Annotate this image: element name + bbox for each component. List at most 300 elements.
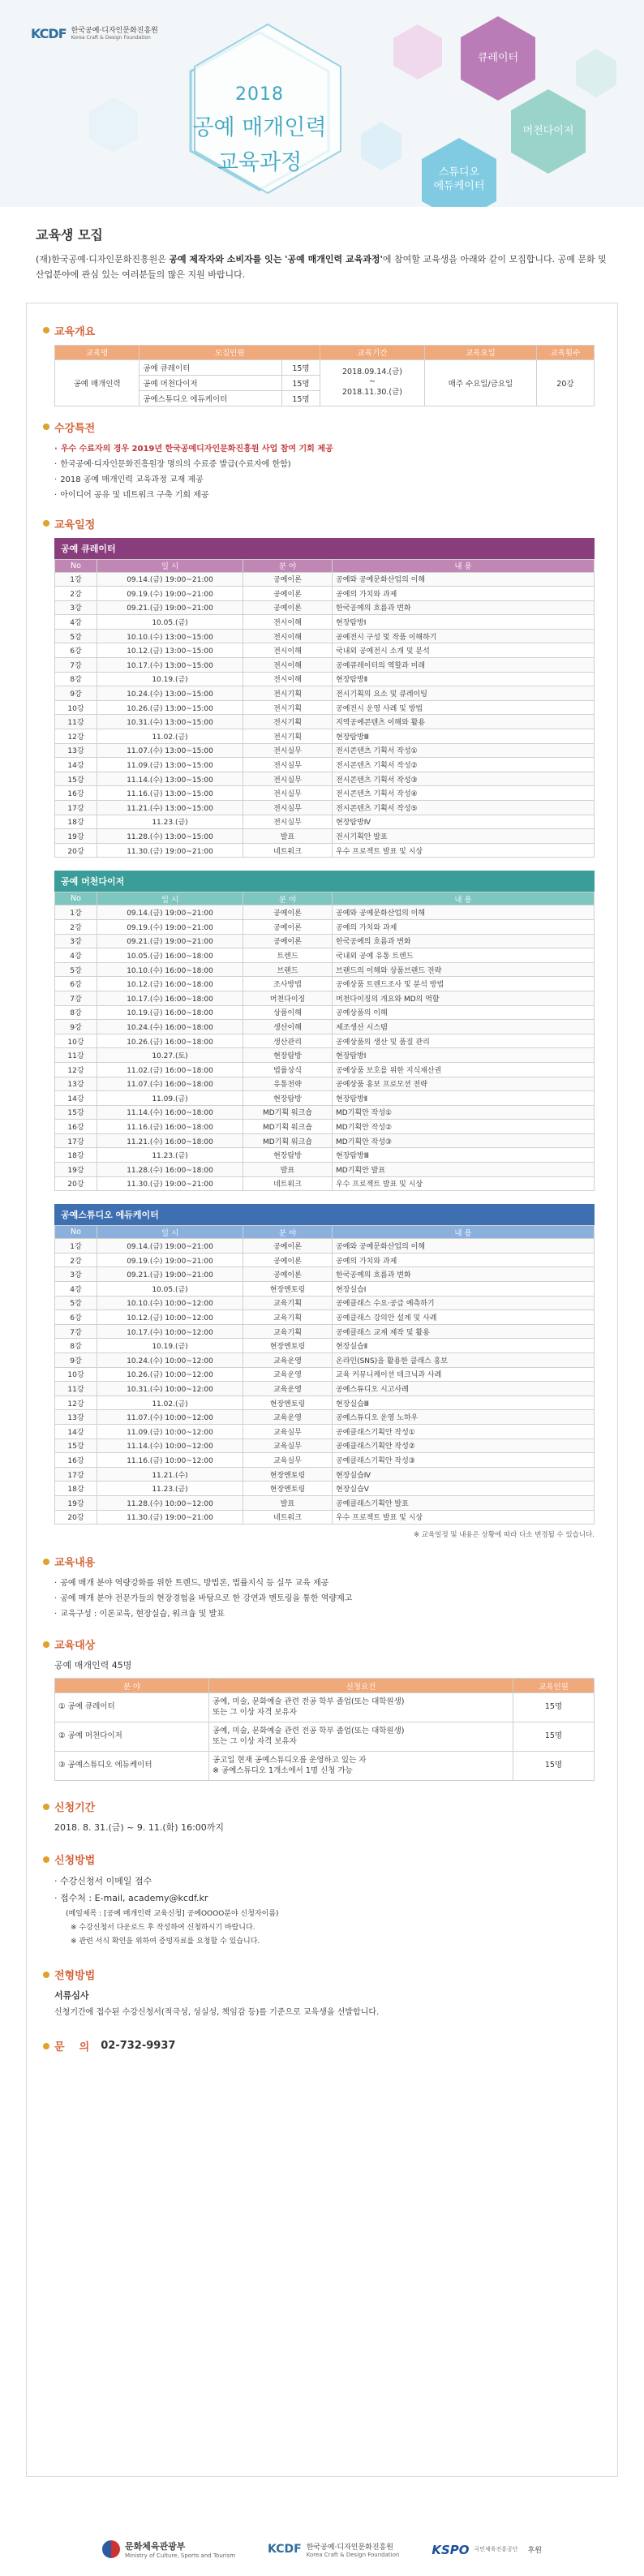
session-datetime: 09.14.(금) 19:00~21:00: [97, 572, 243, 587]
session-no: 10강: [55, 1034, 97, 1048]
session-field: 전시기획: [243, 700, 333, 715]
session-datetime: 10.17.(수) 16:00~18:00: [97, 991, 243, 1005]
intro-text-highlight: 공예 제작자와 소비자를 잇는 '공예 매개인력 교육과정': [169, 254, 383, 264]
table-row: [55, 686, 595, 701]
session-field: 교육기획: [243, 1310, 333, 1325]
table-row: [55, 1077, 595, 1091]
target-table: [54, 1678, 595, 1781]
table-row: [55, 1239, 595, 1254]
session-content: 현장탐방Ⅲ: [333, 1148, 595, 1163]
table-row: [55, 1453, 595, 1468]
table-header: 교육인원: [513, 1679, 595, 1693]
session-field: 네트워크: [243, 1176, 333, 1191]
session-datetime: 11.21.(수): [97, 1467, 243, 1482]
footer-logos: [0, 2523, 644, 2576]
session-content: 현장탐방Ⅳ: [333, 815, 595, 829]
session-content: 제조생산 시스템: [333, 1020, 595, 1034]
table-row: [55, 600, 595, 615]
session-datetime: 11.07.(수) 10:00~12:00: [97, 1410, 243, 1425]
track-name: 공예 머천다이저: [140, 375, 282, 390]
table-row: [55, 829, 595, 844]
session-field: 트렌드: [243, 948, 333, 963]
target-summary: 공예 매개인력 45명: [54, 1660, 132, 1671]
session-content: 공예클래스 교재 제작 및 활용: [333, 1324, 595, 1339]
session-content: 현장실습Ⅴ: [333, 1482, 595, 1496]
session-field: 현장멘토링: [243, 1339, 333, 1353]
session-datetime: 10.19.(금): [97, 1339, 243, 1353]
session-no: 13강: [55, 1410, 97, 1425]
session-datetime: 10.17.(수) 10:00~12:00: [97, 1324, 243, 1339]
session-no: 2강: [55, 1253, 97, 1267]
session-no: 3강: [55, 934, 97, 948]
section-title-text: 교육개요: [54, 325, 96, 338]
session-field: 교육기획: [243, 1324, 333, 1339]
selection-text: 신청기간에 접수된 수강신청서(적극성, 성실성, 책임감 등)를 기준으로 교육생을 선발합니다.: [54, 2008, 380, 2018]
table-row: [55, 1148, 595, 1163]
bullet-dot-icon: [43, 1641, 49, 1648]
table-row: [55, 1062, 595, 1077]
table-row: [55, 1324, 595, 1339]
org2-name: 한국공예·디자인문화진흥원: [306, 2543, 393, 2552]
session-field: 공예이론: [243, 919, 333, 934]
session-field: 현장탐방: [243, 1148, 333, 1163]
session-content: 브랜드의 이해와 상품브랜드 전략: [333, 962, 595, 977]
table-header: No: [55, 559, 97, 572]
session-datetime: 10.10.(수) 13:00~15:00: [97, 629, 243, 643]
session-field: 공예이론: [243, 572, 333, 587]
session-no: 17강: [55, 801, 97, 815]
table-header: 내 용: [333, 559, 595, 572]
session-no: 10강: [55, 700, 97, 715]
session-no: 18강: [55, 815, 97, 829]
session-no: 6강: [55, 977, 97, 991]
table-header: 신청요건: [209, 1679, 513, 1693]
session-no: 16강: [55, 1120, 97, 1134]
session-no: 16강: [55, 1453, 97, 1468]
session-content: 지역공예콘텐츠 이해와 활용: [333, 715, 595, 729]
session-field: 생산관리: [243, 1034, 333, 1048]
table-row: [55, 962, 595, 977]
intro: [0, 207, 644, 283]
bullet-dot-icon: [43, 1856, 49, 1863]
section-title-text: 교육일정: [54, 518, 96, 531]
table-row: [55, 1424, 595, 1439]
table-header: 일 시: [97, 1226, 243, 1239]
target-requirement: 공고일 현재 공예스튜디오를 운영하고 있는 자 ※ 공예스튜디오 1개소에서 1명 신청 가능: [209, 1752, 513, 1781]
benefits-list: [54, 441, 595, 503]
session-datetime: 11.16.(금) 13:00~15:00: [97, 786, 243, 801]
session-field: 교육운영: [243, 1382, 333, 1396]
list-item: · 2018 공예 매개인력 교육과정 교재 제공: [54, 472, 595, 488]
session-field: 공예이론: [243, 934, 333, 948]
content-box: [26, 303, 618, 2477]
session-field: 공예이론: [243, 600, 333, 615]
table-row: [55, 615, 595, 630]
session-datetime: 10.24.(수) 10:00~12:00: [97, 1353, 243, 1368]
schedule-note: ※ 교육일정 및 내용은 상황에 따라 다소 변경될 수 있습니다.: [414, 1531, 595, 1540]
session-field: 전시실무: [243, 772, 333, 786]
session-field: 현장멘토링: [243, 1396, 333, 1410]
session-content: 전시콘텐츠 기획서 작성②: [333, 758, 595, 772]
track-count: 15명: [281, 359, 320, 375]
session-no: 13강: [55, 743, 97, 758]
session-content: 공예상품 트렌드조사 및 분석 방법: [333, 977, 595, 991]
list-item: · 교육구성 : 이론교육, 현장실습, 워크숍 및 발표: [54, 1606, 595, 1622]
session-content: 현장탐방Ⅱ: [333, 672, 595, 686]
track-name: 공예스튜디오 에듀케이터: [140, 390, 282, 406]
intro-text-1: (재)한국공예·디자인문화진흥원은: [36, 254, 170, 264]
logo-mark: KCDF: [31, 26, 67, 41]
session-datetime: 10.05.(금): [97, 615, 243, 630]
method-line: ※ 관련 서식 확인을 위하여 증빙자료를 요청할 수 있습니다.: [71, 1937, 260, 1946]
session-datetime: 11.02.(금): [97, 729, 243, 744]
session-no: 17강: [55, 1133, 97, 1148]
table-row: [55, 700, 595, 715]
session-content: 공예클래스기획안 작성①: [333, 1424, 595, 1439]
session-content: 국내외 공예전시 소개 및 분석: [333, 643, 595, 658]
list-item: · 공예 매개 분야 전문가들의 현장경험을 바탕으로 한 강연과 멘토링을 통한 역량제고: [54, 1591, 595, 1606]
list-item: · 한국공예·디자인문화진흥원장 명의의 수료증 발급(수료자에 한함): [54, 457, 595, 472]
target-field: ② 공예 머천다이저: [55, 1722, 209, 1752]
org1-en: Ministry of Culture, Sports and Tourism: [124, 2552, 236, 2560]
table-header: 일 시: [97, 559, 243, 572]
method-line: ※ 수강신청서 다운로드 후 작성하여 신청하시기 바랍니다.: [71, 1924, 255, 1932]
session-field: 전시이해: [243, 615, 333, 630]
session-no: 18강: [55, 1148, 97, 1163]
session-content: 우수 프로젝트 발표 및 시상: [333, 1510, 595, 1525]
session-datetime: 11.23.(금): [97, 1482, 243, 1496]
session-field: 교육실무: [243, 1453, 333, 1468]
hero-title-line1: 공예 매개인력: [192, 115, 327, 140]
session-field: 발표: [243, 1163, 333, 1177]
session-content: 공예의 가치와 과제: [333, 919, 595, 934]
table-row: [55, 1410, 595, 1425]
intro-title: 교육생 모집: [36, 227, 103, 243]
table-row: [55, 801, 595, 815]
table-row: [55, 1310, 595, 1325]
session-datetime: 10.31.(수) 10:00~12:00: [97, 1382, 243, 1396]
session-no: 1강: [55, 1239, 97, 1254]
table-header: 분 야: [55, 1679, 209, 1693]
session-datetime: 09.14.(금) 19:00~21:00: [97, 905, 243, 920]
table-row: [55, 1296, 595, 1310]
session-field: 브랜드: [243, 962, 333, 977]
session-datetime: 11.30.(금) 19:00~21:00: [97, 1176, 243, 1191]
session-field: 교육운영: [243, 1410, 333, 1425]
session-content: 전시콘텐츠 기획서 작성③: [333, 772, 595, 786]
session-content: 현장실습Ⅲ: [333, 1396, 595, 1410]
session-datetime: 11.16.(금) 16:00~18:00: [97, 1120, 243, 1134]
session-datetime: 10.12.(금) 10:00~12:00: [97, 1310, 243, 1325]
schedule-band-merch: 공예 머천다이저: [54, 871, 595, 892]
session-no: 9강: [55, 1020, 97, 1034]
section-selection-title: [43, 1967, 595, 1982]
session-datetime: 10.26.(금) 16:00~18:00: [97, 1034, 243, 1048]
session-field: 네트워크: [243, 1510, 333, 1525]
selection-subtitle: 서류심사: [54, 1990, 89, 2002]
table-row: [55, 1034, 595, 1048]
session-field: 발표: [243, 829, 333, 844]
session-content: MD기획안 작성②: [333, 1120, 595, 1134]
session-field: 공예이론: [243, 905, 333, 920]
session-no: 11강: [55, 1048, 97, 1063]
session-content: MD기획안 작성①: [333, 1105, 595, 1120]
session-field: 전시이해: [243, 658, 333, 673]
target-field: ① 공예 큐레이터: [55, 1693, 209, 1722]
hex-label-curator: 큐레이터: [477, 52, 519, 64]
table-header: 교육기간: [320, 345, 425, 359]
table-row: [55, 758, 595, 772]
table-row: [55, 905, 595, 920]
session-field: 교육운영: [243, 1353, 333, 1368]
session-content: 공예상품의 생산 및 품질 관리: [333, 1034, 595, 1048]
session-content: 공예상품 보호를 위한 지식재산권: [333, 1062, 595, 1077]
session-field: 교육운영: [243, 1367, 333, 1382]
session-content: 공예클래스 강의안 설계 및 사례: [333, 1310, 595, 1325]
session-no: 14강: [55, 1091, 97, 1106]
session-field: 법률상식: [243, 1062, 333, 1077]
session-content: MD기획안 발표: [333, 1163, 595, 1177]
session-content: 현장탐방Ⅰ: [333, 1048, 595, 1063]
section-target-title: [43, 1636, 595, 1652]
session-datetime: 10.24.(수) 13:00~15:00: [97, 686, 243, 701]
table-header: 일 시: [97, 892, 243, 905]
session-datetime: 11.21.(수) 13:00~15:00: [97, 801, 243, 815]
session-field: 전시이해: [243, 643, 333, 658]
table-row: [55, 1005, 595, 1020]
table-row: [55, 919, 595, 934]
session-no: 15강: [55, 772, 97, 786]
session-no: 20강: [55, 843, 97, 858]
content-list: [54, 1576, 595, 1622]
target-field: ③ 공예스튜디오 에듀케이터: [55, 1752, 209, 1781]
session-field: 유통전략: [243, 1077, 333, 1091]
session-content: 우수 프로젝트 발표 및 시상: [333, 843, 595, 858]
org3-name: 국민체육진흥공단: [474, 2546, 518, 2553]
table-header: 내 용: [333, 1226, 595, 1239]
session-datetime: 11.07.(수) 13:00~15:00: [97, 743, 243, 758]
session-content: 교육 커뮤니케이션 테크닉과 사례: [333, 1367, 595, 1382]
session-no: 15강: [55, 1439, 97, 1453]
session-datetime: 10.31.(수) 13:00~15:00: [97, 715, 243, 729]
table-row: [55, 643, 595, 658]
hero-title: [162, 84, 357, 176]
section-title-text: 전형방법: [54, 1970, 96, 1983]
session-field: 현장탐방: [243, 1091, 333, 1106]
session-content: 전시기획안 발표: [333, 829, 595, 844]
session-datetime: 11.23.(금): [97, 1148, 243, 1163]
session-datetime: 09.14.(금) 19:00~21:00: [97, 1239, 243, 1254]
table-row: [55, 729, 595, 744]
ministry-logo: [102, 2539, 235, 2559]
session-field: 공예이론: [243, 1239, 333, 1254]
session-no: 15강: [55, 1105, 97, 1120]
session-content: 머천다이징의 개요와 MD의 역할: [333, 991, 595, 1005]
session-content: 현장실습Ⅰ: [333, 1282, 595, 1297]
section-overview-title: [43, 323, 595, 338]
hero-banner: [0, 0, 644, 207]
intro-text: [36, 252, 608, 283]
table-row: [55, 1091, 595, 1106]
table-row: [55, 786, 595, 801]
session-field: 현장멘토링: [243, 1482, 333, 1496]
session-field: 전시실무: [243, 801, 333, 815]
session-no: 7강: [55, 1324, 97, 1339]
section-period-title: [43, 1799, 595, 1814]
table-row: [55, 815, 595, 829]
section-benefits-title: [43, 419, 595, 435]
session-datetime: 10.05.(금) 16:00~18:00: [97, 948, 243, 963]
hex-label-edu: 스튜디오 에듀케이터: [433, 166, 485, 192]
table-header: 내 용: [333, 892, 595, 905]
session-content: 현장탐방Ⅰ: [333, 615, 595, 630]
table-row: [55, 1048, 595, 1063]
session-datetime: 10.26.(금) 10:00~12:00: [97, 1367, 243, 1382]
session-field: MD기획 워크숍: [243, 1105, 333, 1120]
table-row: [55, 572, 595, 587]
session-field: 교육실무: [243, 1424, 333, 1439]
table-row: [55, 1020, 595, 1034]
table-row: [55, 1163, 595, 1177]
table-row: [55, 629, 595, 643]
session-field: 현장멘토링: [243, 1467, 333, 1482]
session-content: 공예클래스기획안 작성③: [333, 1453, 595, 1468]
bullet-dot-icon: [43, 424, 49, 430]
session-datetime: 09.19.(수) 19:00~21:00: [97, 587, 243, 601]
table-row: [55, 1176, 595, 1191]
session-datetime: 09.21.(금) 19:00~21:00: [97, 600, 243, 615]
table-row: [55, 672, 595, 686]
session-field: 네트워크: [243, 843, 333, 858]
section-title-text: 신청방법: [54, 1855, 96, 1868]
session-field: 생산이해: [243, 1020, 333, 1034]
hero-year: 2018: [235, 84, 284, 105]
session-datetime: 10.19.(금): [97, 672, 243, 686]
kspo-logo: [431, 2543, 542, 2557]
session-no: 18강: [55, 1482, 97, 1496]
kcdf-logo: [31, 26, 158, 41]
table-row: [55, 715, 595, 729]
bullet-dot-icon: [43, 1804, 49, 1810]
method-line: · 접수처 : E-mail, academy@kcdf.kr: [54, 1893, 208, 1904]
session-content: 현장실습Ⅳ: [333, 1467, 595, 1482]
table-row: [55, 1353, 595, 1368]
session-datetime: 10.12.(금) 16:00~18:00: [97, 977, 243, 991]
target-requirement: 공예, 미술, 문화예술 관련 전공 학부 졸업(또는 대학원생) 또는 그 이상 자격 보유자: [209, 1693, 513, 1722]
kcdf-mark: KCDF: [268, 2543, 302, 2557]
target-count: 15명: [513, 1722, 595, 1752]
table-row: [55, 1367, 595, 1382]
session-datetime: 11.02.(금) 16:00~18:00: [97, 1062, 243, 1077]
session-datetime: 10.24.(수) 16:00~18:00: [97, 1020, 243, 1034]
schedule-table-edu: [54, 1225, 595, 1525]
section-contact: [43, 2038, 595, 2053]
session-content: 공예전시 구성 및 작품 이해하기: [333, 629, 595, 643]
session-datetime: 11.09.(금) 10:00~12:00: [97, 1424, 243, 1439]
session-field: 공예이론: [243, 1253, 333, 1267]
table-row: [55, 1382, 595, 1396]
section-title-text: 교육내용: [54, 1557, 96, 1570]
session-datetime: 11.21.(수) 16:00~18:00: [97, 1133, 243, 1148]
table-header: 교육요일: [425, 345, 537, 359]
session-no: 8강: [55, 1005, 97, 1020]
table-row: [55, 991, 595, 1005]
session-no: 3강: [55, 1267, 97, 1282]
session-no: 8강: [55, 1339, 97, 1353]
table-header: 분 야: [243, 559, 333, 572]
session-no: 5강: [55, 962, 97, 977]
session-content: MD기획안 작성③: [333, 1133, 595, 1148]
table-row: [55, 934, 595, 948]
session-field: 발표: [243, 1495, 333, 1510]
bullet-dot-icon: [43, 1559, 49, 1565]
session-content: 공예큐레이터의 역할과 미래: [333, 658, 595, 673]
session-no: 12강: [55, 1062, 97, 1077]
course-days: 매주 수요일/금요일: [425, 359, 537, 406]
table-header: 교육횟수: [536, 345, 594, 359]
session-content: 공예클래스기획안 발표: [333, 1495, 595, 1510]
session-no: 19강: [55, 1163, 97, 1177]
bullet-dot-icon: [43, 520, 49, 527]
session-content: 공예와 공예문화산업의 이해: [333, 1239, 595, 1254]
table-header: 분 야: [243, 1226, 333, 1239]
session-datetime: 11.28.(수) 16:00~18:00: [97, 1163, 243, 1177]
session-field: 전시실무: [243, 743, 333, 758]
table-row: [55, 1396, 595, 1410]
overview-table: [54, 345, 595, 406]
session-datetime: 10.19.(금) 16:00~18:00: [97, 1005, 243, 1020]
session-no: 13강: [55, 1077, 97, 1091]
table-row: [55, 1722, 595, 1752]
schedule-band-curator: 공예 큐레이터: [54, 538, 595, 559]
target-requirement: 공예, 미술, 문화예술 관련 전공 학부 졸업(또는 대학원생) 또는 그 이상 자격 보유자: [209, 1722, 513, 1752]
session-datetime: 11.14.(수) 13:00~15:00: [97, 772, 243, 786]
session-no: 12강: [55, 1396, 97, 1410]
session-content: 현장탐방Ⅱ: [333, 1091, 595, 1106]
session-content: 전시콘텐츠 기획서 작성④: [333, 786, 595, 801]
session-content: 공예상품의 이해: [333, 1005, 595, 1020]
session-no: 9강: [55, 1353, 97, 1368]
session-content: 공예스튜디오 시고사례: [333, 1382, 595, 1396]
table-row: [55, 1120, 595, 1134]
table-row: [55, 948, 595, 963]
target-count: 15명: [513, 1752, 595, 1781]
section-method-title: [43, 1851, 595, 1867]
list-item: · 아이디어 공유 및 네트워크 구축 기회 제공: [54, 488, 595, 503]
table-row: [55, 1105, 595, 1120]
session-no: 20강: [55, 1176, 97, 1191]
session-datetime: 11.28.(수) 10:00~12:00: [97, 1495, 243, 1510]
session-datetime: 11.07.(수) 16:00~18:00: [97, 1077, 243, 1091]
session-content: 한국공예의 흐름과 변화: [333, 934, 595, 948]
section-title-text: 신청기간: [54, 1802, 96, 1815]
table-row: [55, 843, 595, 858]
course-period: 2018.09.14.(금) ~ 2018.11.30.(금): [320, 359, 425, 406]
session-datetime: 11.30.(금) 19:00~21:00: [97, 1510, 243, 1525]
session-datetime: 11.23.(금): [97, 815, 243, 829]
session-content: 한국공예의 흐름과 변화: [333, 600, 595, 615]
hero-title-line2: 교육과정: [217, 150, 303, 175]
org2-en: Korea Craft & Design Foundation: [306, 2551, 400, 2558]
table-row: [55, 1495, 595, 1510]
session-no: 19강: [55, 829, 97, 844]
session-no: 6강: [55, 1310, 97, 1325]
session-no: 20강: [55, 1510, 97, 1525]
session-no: 4강: [55, 1282, 97, 1297]
list-item: · 공예 매개 분야 역량강화를 위한 트렌드, 방법론, 법률지식 등 실무 교육 제공: [54, 1576, 595, 1591]
session-content: 전시콘텐츠 기획서 작성①: [333, 743, 595, 758]
table-row: [55, 1752, 595, 1781]
